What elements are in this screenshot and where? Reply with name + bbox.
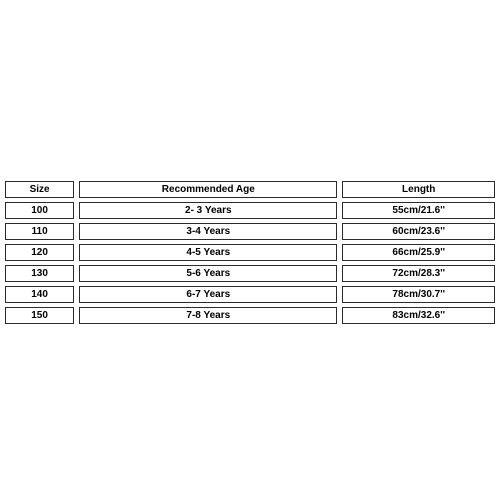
cell-length: 72cm/28.3''	[342, 265, 495, 282]
cell-age: 2- 3 Years	[79, 202, 337, 219]
cell-length: 78cm/30.7''	[342, 286, 495, 303]
cell-size: 130	[5, 265, 74, 282]
cell-age: 6-7 Years	[79, 286, 337, 303]
table-row	[5, 286, 495, 303]
header-length: Length	[342, 181, 495, 198]
size-chart-table	[0, 177, 500, 328]
cell-size: 120	[5, 244, 74, 261]
cell-age: 4-5 Years	[79, 244, 337, 261]
table-row	[5, 244, 495, 261]
cell-age: 5-6 Years	[79, 265, 337, 282]
cell-size: 100	[5, 202, 74, 219]
cell-size: 150	[5, 307, 74, 324]
cell-age: 7-8 Years	[79, 307, 337, 324]
cell-length: 60cm/23.6''	[342, 223, 495, 240]
table-row	[5, 265, 495, 282]
header-recommended-age: Recommended Age	[79, 181, 337, 198]
table-header-row	[5, 181, 495, 198]
cell-age: 3-4 Years	[79, 223, 337, 240]
table-row	[5, 223, 495, 240]
header-size: Size	[5, 181, 74, 198]
cell-length: 66cm/25.9''	[342, 244, 495, 261]
cell-length: 55cm/21.6''	[342, 202, 495, 219]
cell-length: 83cm/32.6''	[342, 307, 495, 324]
table-row	[5, 202, 495, 219]
table-row	[5, 307, 495, 324]
cell-size: 140	[5, 286, 74, 303]
cell-size: 110	[5, 223, 74, 240]
